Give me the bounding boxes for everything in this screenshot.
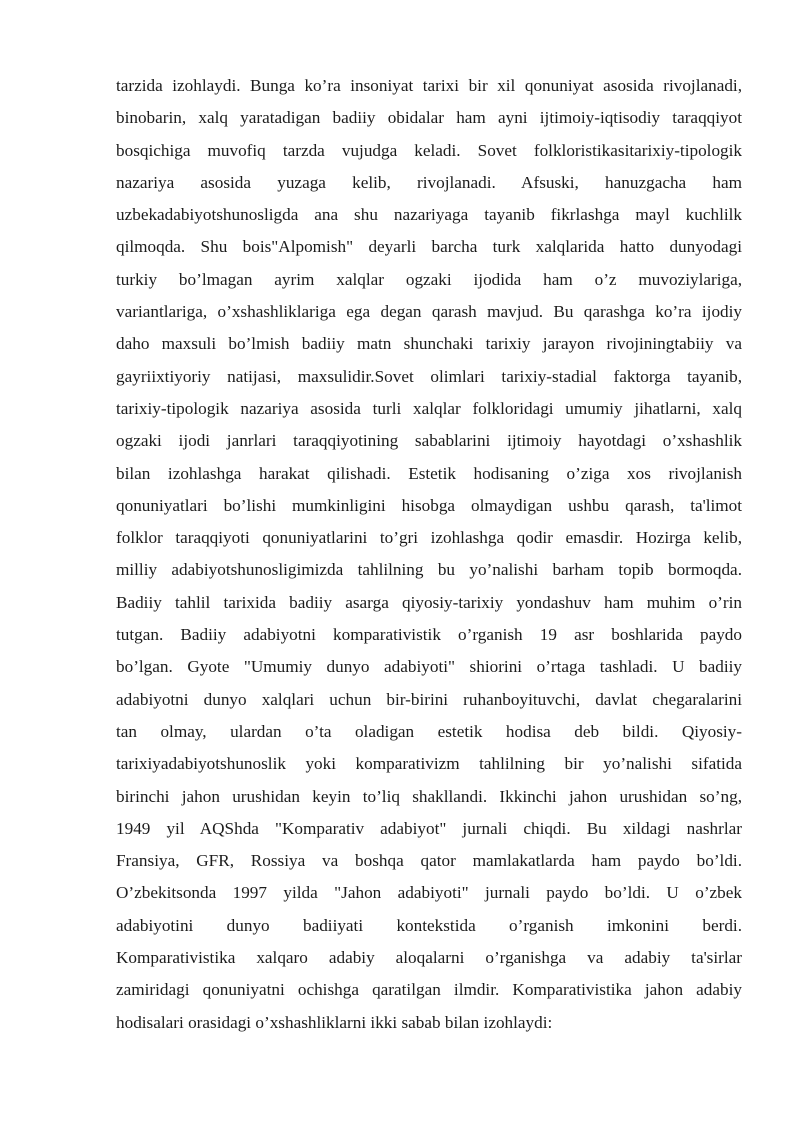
text-line: zamiridagi qonuniyatni ochishga qaratilgan ilmdir. Komparativistika jahon adabiy xyxy=(116,980,742,1000)
text-line: nazariya asosida yuzaga kelib, rivojlanadi. Afsuski, hanuzgacha ham xyxy=(116,172,742,192)
text-line: gayriixtiyoriy natijasi, maxsulidir.Sovet olimlari tarixiy-stadial faktorga tayanib, xyxy=(116,366,742,386)
text-line: bosqichiga muvofiq tarzda vujudga keladi. Sovet folkloristikasitarixiy-tipologik xyxy=(116,140,742,160)
text-line: ogzaki ijodi janrlari taraqqiyotining sabablarini ijtimoiy hayotdagi o’xshashlik xyxy=(116,431,742,451)
text-line: turkiy bo’lmagan ayrim xalqlar ogzaki ijodida ham o’z muvoziylariga, xyxy=(116,269,742,289)
text-line: Komparativistika xalqaro adabiy aloqalarni o’rganishga va adabiy ta'sirlar xyxy=(116,948,742,968)
text-line: variantlariga, o’xshashliklariga ega degan qarash mavjud. Bu qarashga ko’ra ijodiy xyxy=(116,302,742,322)
text-line: daho maxsuli bo’lmish badiiy matn shunchaki tarixiy jarayon rivojiningtabiiy va xyxy=(116,334,742,354)
text-line: bo’lgan. Gyote "Umumiy dunyo adabiyoti" shiorini o’rtaga tashladi. U badiiy xyxy=(116,657,742,677)
document-page xyxy=(116,70,742,1039)
text-line: Badiiy tahlil tarixida badiiy asarga qiyosiy-tarixiy yondashuv ham muhim o’rin xyxy=(116,592,742,612)
text-line: O’zbekitsonda 1997 yilda "Jahon adabiyoti" jurnali paydo bo’ldi. U o’zbek xyxy=(116,883,742,903)
text-line: tan olmay, ulardan o’ta oladigan estetik hodisa deb bildi. Qiyosiy- xyxy=(116,721,742,741)
text-line: tarixiyadabiyotshunoslik yoki komparativizm tahlilning bir yo’nalishi sifatida xyxy=(116,754,742,774)
text-line: Fransiya, GFR, Rossiya va boshqa qator mamlakatlarda ham paydo bo’ldi. xyxy=(116,851,742,871)
text-line: tutgan. Badiiy adabiyotni komparativistik o’rganish 19 asr boshlarida paydo xyxy=(116,625,742,645)
text-line: birinchi jahon urushidan keyin to’liq shakllandi. Ikkinchi jahon urushidan so’ng, xyxy=(116,786,742,806)
text-line: tarixiy-tipologik nazariya asosida turli xalqlar folkloridagi umumiy jihatlarni, xalq xyxy=(116,398,742,418)
text-line: qilmoqda. Shu bois"Alpomish" deyarli barcha turk xalqlarida hatto dunyodagi xyxy=(116,237,742,257)
text-line: binobarin, xalq yaratadigan badiiy obidalar ham ayni ijtimoiy-iqtisodiy taraqqiyot xyxy=(116,108,742,128)
text-line: uzbekadabiyotshunosligda ana shu nazariyaga tayanib fikrlashga mayl kuchlilk xyxy=(116,205,742,225)
text-line: milliy adabiyotshunosligimizda tahlilning bu yo’nalishi barham topib bormoqda. xyxy=(116,560,742,580)
text-line: qonuniyatlari bo’lishi mumkinligini hisobga olmaydigan ushbu qarash, ta'limot xyxy=(116,495,742,515)
text-line: adabiyotni dunyo xalqlari uchun bir-birini ruhanboyituvchi, davlat chegaralarini xyxy=(116,689,742,709)
text-line-last: hodisalari orasidagi o’xshashliklarni ikki sabab bilan izohlaydi: xyxy=(116,1012,553,1032)
text-line: tarzida izohlaydi. Bunga ko’ra insoniyat tarixi bir xil qonuniyat asosida rivojlanadi, xyxy=(116,76,742,95)
text-line: bilan izohlashga harakat qilishadi. Estetik hodisaning o’ziga xos rivojlanish xyxy=(116,463,742,483)
text-line: folklor taraqqiyoti qonuniyatlarini to’gri izohlashga qodir emasdir. Hozirga kelib, xyxy=(116,528,742,548)
text-line: adabiyotini dunyo badiiyati kontekstida o’rganish imkonini berdi. xyxy=(116,915,742,935)
text-line: 1949 yil AQShda "Komparativ adabiyot" jurnali chiqdi. Bu xildagi nashrlar xyxy=(116,818,742,838)
